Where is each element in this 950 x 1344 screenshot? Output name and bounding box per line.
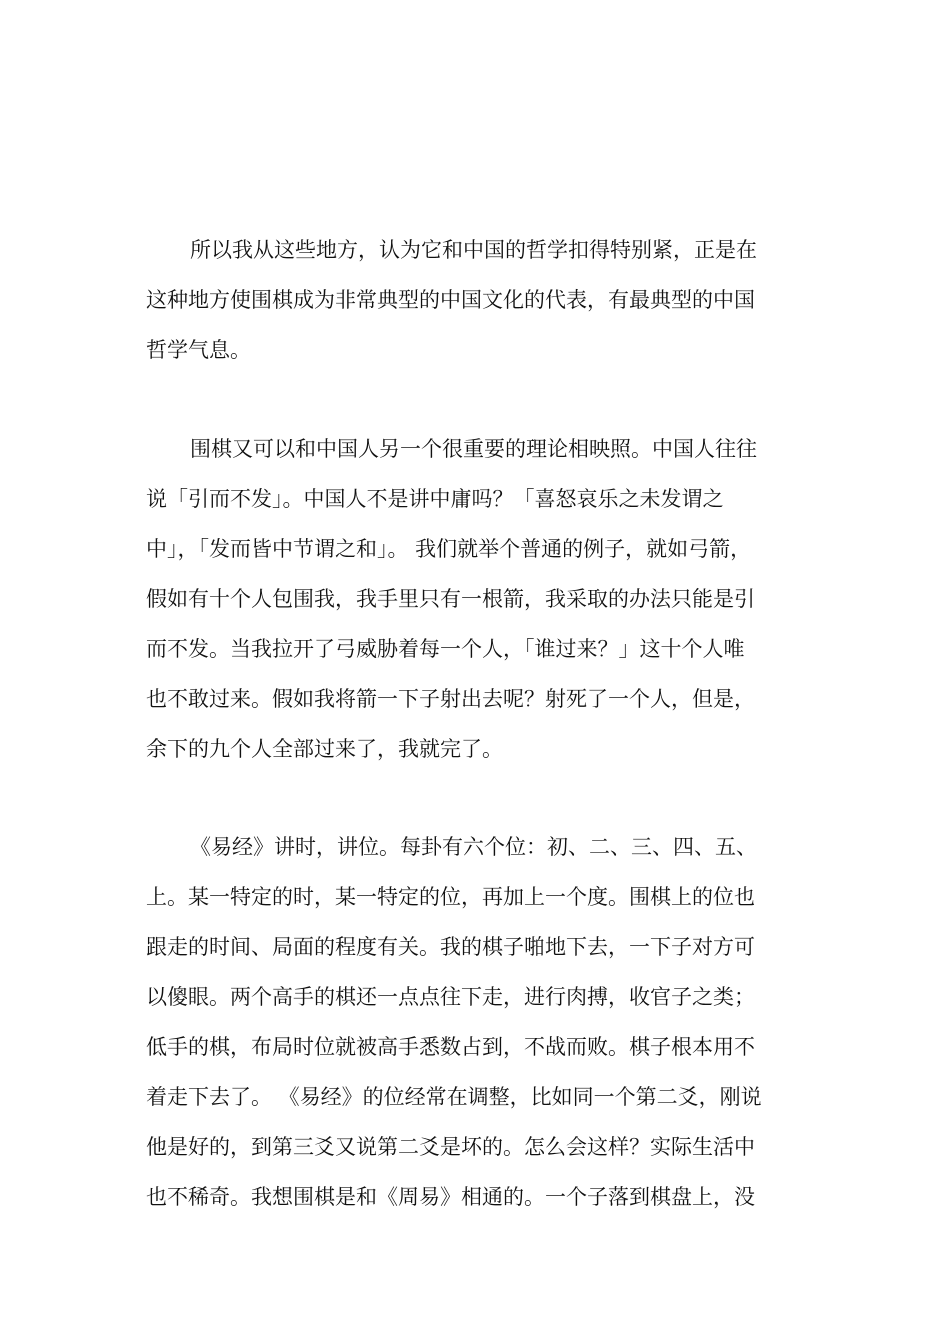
paragraph-1: [146, 225, 816, 375]
paragraph-line: 余下的九个人全部过来了，我就完了。: [146, 737, 503, 761]
paragraph-line: 假如有十个人包围我，我手里只有一根箭，我采取的办法只能是引: [146, 587, 755, 611]
paragraph-line: 而不发。当我拉开了弓威胁着每一个人，「谁过来？」这十个人唯: [146, 637, 745, 661]
paragraph-2: [146, 424, 816, 774]
paragraph-line: 这种地方使围棋成为非常典型的中国文化的代表，有最典型的中国: [146, 288, 755, 312]
paragraph-line: 也不敢过来。假如我将箭一下子射出去呢？射死了一个人，但是，: [146, 687, 755, 711]
paragraph-line: 所以我从这些地方，认为它和中国的哲学扣得特别紧，正是在: [190, 238, 757, 262]
paragraph-line: 也不稀奇。我想围棋是和《周易》相通的。一个子落到棋盘上，没: [146, 1185, 755, 1209]
paragraph-line: 跟走的时间、局面的程度有关。我的棋子啪地下去，一下子对方可: [146, 935, 755, 959]
paragraph-3: [146, 822, 816, 1222]
paragraph-line: 《易经》讲时，讲位。每卦有六个位：初、二、三、四、五、: [190, 835, 757, 859]
paragraph-line: 哲学气息。: [146, 338, 251, 362]
paragraph-line: 以傻眼。两个高手的棋还一点点往下走，进行肉搏，收官子之类；: [146, 985, 755, 1009]
paragraph-line: 上。某一特定的时，某一特定的位，再加上一个度。围棋上的位也: [146, 885, 755, 909]
paragraph-line: 着走下去了。 《易经》的位经常在调整，比如同一个第二爻，刚说: [146, 1085, 762, 1109]
paragraph-line: 说「引而不发」。中国人不是讲中庸吗？「喜怒哀乐之未发谓之: [146, 487, 724, 511]
paragraph-line: 围棋又可以和中国人另一个很重要的理论相映照。中国人往往: [190, 437, 757, 461]
paragraph-line: 中」，「发而皆中节谓之和」。 我们就举个普通的例子，就如弓箭，: [146, 537, 752, 561]
paragraph-line: 他是好的，到第三爻又说第二爻是坏的。怎么会这样？实际生活中: [146, 1135, 755, 1159]
paragraph-line: 低手的棋，布局时位就被高手悉数占到，不战而败。棋子根本用不: [146, 1035, 755, 1059]
